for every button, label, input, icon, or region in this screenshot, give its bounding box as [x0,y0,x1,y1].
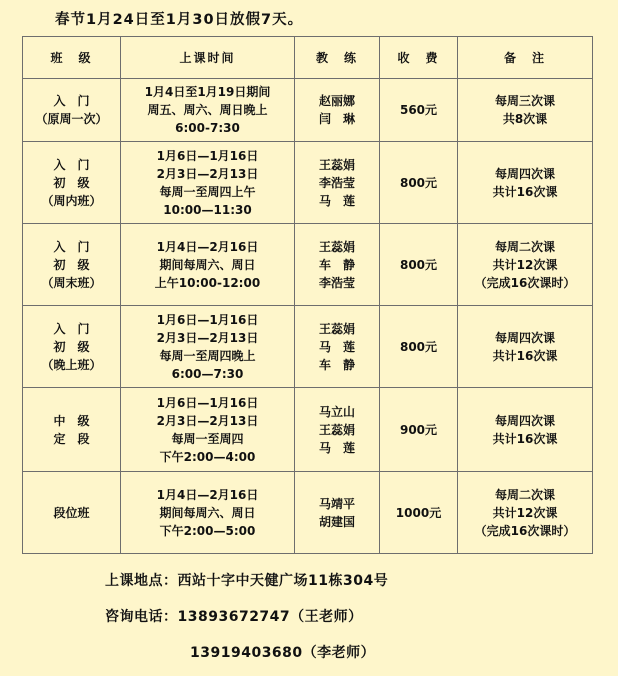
time-cell: 1月4日—2月16日 期间每周六、周日 下午2:00—5:00 [121,472,295,554]
class-cell: 段位班 [23,472,121,554]
coach-cell: 王蕊娟 马 莲 车 静 [295,306,380,388]
time-cell: 1月6日—1月16日 2月3日—2月13日 每周一至周四 下午2:00—4:00 [121,388,295,472]
table-row [23,306,593,388]
note-cell: 每周四次课 共计16次课 [458,388,593,472]
class-cell: 入 门 （原周一次） [23,79,121,142]
coach-cell: 王蕊娟 车 静 李浩莹 [295,224,380,306]
coach-cell: 马立山 王蕊娟 马 莲 [295,388,380,472]
header-class: 班 级 [23,37,121,79]
note-cell: 每周三次课 共8次课 [458,79,593,142]
note-cell: 每周四次课 共计16次课 [458,142,593,224]
class-cell: 入 门 初 级 （周内班） [23,142,121,224]
header-fee: 收 费 [380,37,458,79]
time-cell: 1月6日—1月16日 2月3日—2月13日 每周一至周四晚上 6:00—7:30 [121,306,295,388]
table-row [23,224,593,306]
note-cell: 每周二次课 共计12次课 （完成16次课时） [458,224,593,306]
time-cell: 1月4日至1月19日期间 周五、周六、周日晚上 6:00-7:30 [121,79,295,142]
fee-cell: 800元 [380,306,458,388]
fee-cell: 1000元 [380,472,458,554]
class-cell: 中 级 定 段 [23,388,121,472]
time-cell: 1月4日—2月16日 期间每周六、周日 上午10:00-12:00 [121,224,295,306]
class-location: 上课地点：西站十字中天健广场11栋304号 [105,573,389,589]
table-row [23,388,593,472]
table-row [23,79,593,142]
header-time: 上课时间 [121,37,295,79]
time-cell: 1月6日—1月16日 2月3日—2月13日 每周一至周四上午 10:00—11:30 [121,142,295,224]
fee-cell: 560元 [380,79,458,142]
contact-phone-wang: 咨询电话：13893672747（王老师） [105,609,363,625]
header-coach: 教 练 [295,37,380,79]
holiday-notice: 春节1月24日至1月30日放假7天。 [55,12,304,28]
coach-cell: 王蕊娟 李浩莹 马 莲 [295,142,380,224]
note-cell: 每周四次课 共计16次课 [458,306,593,388]
class-cell: 入 门 初 级 （周末班） [23,224,121,306]
table-row [23,142,593,224]
schedule-table [22,36,593,554]
coach-cell: 马靖平 胡建国 [295,472,380,554]
fee-cell: 900元 [380,388,458,472]
class-cell: 入 门 初 级 （晚上班） [23,306,121,388]
coach-cell: 赵丽娜 闫 琳 [295,79,380,142]
fee-cell: 800元 [380,224,458,306]
note-cell: 每周二次课 共计12次课 （完成16次课时） [458,472,593,554]
contact-phone-li: 13919403680（李老师） [190,645,376,661]
table-header-row [23,37,593,79]
fee-cell: 800元 [380,142,458,224]
header-note: 备 注 [458,37,593,79]
table-row [23,472,593,554]
